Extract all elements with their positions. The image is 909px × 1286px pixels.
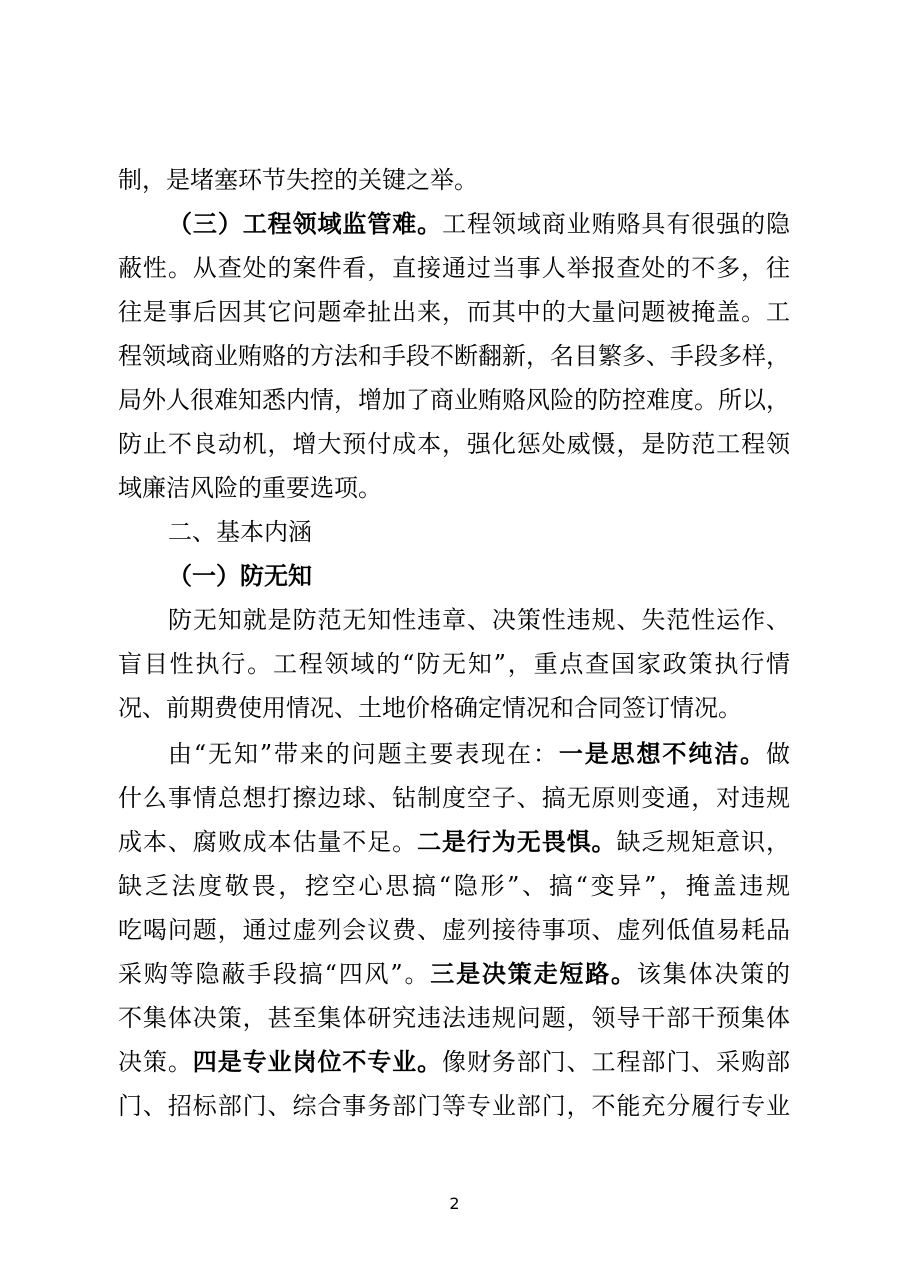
subsection-heading: （一）防无知 (168, 562, 312, 590)
paragraph-line (118, 424, 790, 464)
text-run: 由“无知”带来的问题主要表现在： (168, 740, 559, 768)
text-run: 采购等隐蔽手段搞“四风”。 (118, 960, 431, 988)
text-run: 成本、腐败成本估量不足。 (118, 828, 418, 856)
paragraph-line (118, 336, 790, 376)
text-run: 工程领域商业贿赂具有很强的隐 (442, 210, 790, 238)
page-number: 2 (449, 1194, 460, 1213)
text-run: 该集体决策的 (636, 960, 790, 988)
text-run: 不集体决策，甚至集体研究违法违规问题，领导干部干预集体 (118, 1004, 790, 1032)
paragraph-line (168, 204, 790, 244)
paragraph-line (118, 998, 790, 1038)
text-run: 像财务部门、工程部门、采购部 (442, 1048, 790, 1076)
text-run: 况、前期费使用情况、土地价格确定情况和合同签订情况。 (118, 694, 742, 722)
paragraph-line (118, 1086, 790, 1126)
text-run: 局外人很难知悉内情，增加了商业贿赂风险的防控难度。所以， (118, 386, 790, 414)
emphasis-text: 四是专业岗位不专业。 (192, 1048, 443, 1076)
text-run: 往是事后因其它问题牵扯出来，而其中的大量问题被掩盖。工 (118, 298, 790, 326)
paragraph-line (118, 468, 790, 508)
paragraph-line (118, 380, 790, 420)
section-heading: 二、基本内涵 (168, 518, 312, 546)
paragraph-line (118, 910, 790, 950)
paragraph-line (118, 954, 790, 994)
text-run: 门、招标部门、综合事务部门等专业部门，不能充分履行专业 (118, 1092, 790, 1120)
paragraph-line (118, 248, 790, 288)
paragraph-line (118, 160, 790, 200)
text-run: 防止不良动机，增大预付成本，强化惩处威慑，是防范工程领 (118, 430, 790, 458)
text-run: 缺乏规矩意识， (616, 828, 790, 856)
paragraph-line (118, 778, 790, 818)
paragraph-line (118, 1042, 790, 1082)
paragraph-line (118, 866, 790, 906)
subsection-heading: （三）工程领域监管难。 (168, 210, 443, 238)
text-run: 做 (766, 740, 790, 768)
text-run: 盲目性执行。工程领域的“防无知”，重点查国家政策执行情 (118, 650, 790, 678)
paragraph-line (118, 688, 790, 728)
text-run: 制，是堵塞环节失控的关键之举。 (118, 166, 478, 194)
paragraph-line (168, 600, 790, 640)
text-run: 吃喝问题，通过虚列会议费、虚列接待事项、虚列低值易耗品 (118, 916, 790, 944)
text-run: 域廉洁风险的重要选项。 (118, 474, 382, 502)
emphasis-text: 三是决策走短路。 (430, 960, 637, 988)
text-run: 缺乏法度敬畏，挖空心思搞“隐形”、搞“变异”，掩盖违规 (118, 872, 790, 900)
subsection-heading-line (168, 556, 790, 596)
paragraph-line (118, 822, 790, 862)
paragraph-line (118, 644, 790, 684)
text-run: 程领域商业贿赂的方法和手段不断翻新，名目繁多、手段多样， (118, 342, 790, 370)
emphasis-text: 二是行为无畏惧。 (417, 828, 617, 856)
paragraph-line (118, 292, 790, 332)
text-run: 防无知就是防范无知性违章、决策性违规、失范性运作、 (168, 606, 790, 634)
text-run: 决策。 (118, 1048, 193, 1076)
emphasis-text: 一是思想不纯洁。 (558, 740, 766, 768)
text-run: 蔽性。从查处的案件看，直接通过当事人举报查处的不多，往 (118, 254, 790, 282)
text-run: 什么事情总想打擦边球、钻制度空子、搞无原则变通，对违规 (118, 784, 790, 812)
section-heading-line (168, 512, 790, 552)
paragraph-line (168, 734, 790, 774)
